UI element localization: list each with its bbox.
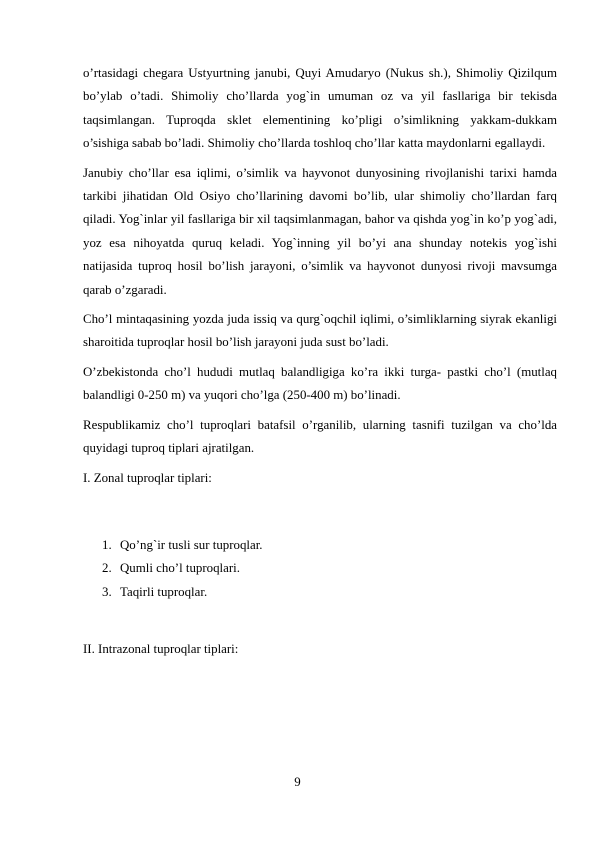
page-number: 9 bbox=[294, 775, 301, 789]
section-heading-intrazonal: II. Intrazonal tuproqlar tiplari: bbox=[83, 642, 239, 657]
list-item bbox=[83, 581, 557, 604]
paragraph-desert-climate: Cho’l mintaqasining yozda juda issiq va qurg`oqchil iqlimi, o’simliklarning siyrak ekanligi sharoitida tuproqlar hosil bo’lish jarayoni juda sust bo’ladi. bbox=[83, 312, 557, 350]
list-item-number: 2. bbox=[102, 561, 112, 576]
blank-space bbox=[83, 604, 557, 638]
list-item-text: Qumli cho’l tuproqlari. bbox=[120, 561, 240, 576]
list-item-text: Taqirli tuproqlar. bbox=[120, 584, 208, 599]
paragraph-desert-elevation: O’zbekistonda cho’l hududi mutlaq balandligiga ko’ra ikki turga- pastki cho’l (mutlaq balandligi 0-250 m) va yuqori cho’lga (250-400 m) bo’linadi. bbox=[83, 364, 557, 403]
paragraph-soil-classification: Respublikamiz cho’l tuproqlari batafsil o’rganilib, ularning tasnifi tuzilgan va cho’lda quyidagi tuproq tiplari ajratilgan. bbox=[83, 417, 557, 456]
page-content bbox=[83, 62, 557, 667]
list-item-number: 3. bbox=[102, 584, 112, 599]
paragraph-southern-deserts: Janubiy cho’llar esa iqlimi, o’simlik va hayvonot dunyosining rivojlanishi tarixi hamda tarkibi jihatidan Old Osiyo cho’llarining davomi bo’lib, ular shimoliy cho’llardan farq qiladi. Yog`inlar yil fasllariga bir xil taqsimlanmagan, bahor va qishda yog`in ko’p yog`adi, yoz esa nihoyatda quruq keladi. Yog`inning yil bo’yi ana shunday notekis yog`ishi natijasida tuproq hosil bo’lish jarayoni, o’simlik va hayvonot dunyosi rivoji mavsumga qarab o’zgaradi. bbox=[83, 165, 557, 297]
list-item-number: 1. bbox=[102, 537, 112, 552]
zonal-soil-list bbox=[83, 534, 557, 604]
paragraph-northern-deserts: o’rtasidagi chegara Ustyurtning janubi, Quyi Amudaryo (Nukus sh.), Shimoliy Qizilqum bo’ylab o’tadi. Shimoliy cho’llarda yog`in umuman oz va yil fasllariga bir tekisda taqsimlangan. Tuproqda sklet elementining ko’pligi o’simlikning yakkam-dukkam o’sishiga sabab bo’ladi. Shimoliy cho’llarda toshloq cho’llar katta maydonlarni egallaydi. bbox=[83, 66, 557, 151]
section-heading-zonal: I. Zonal tuproqlar tiplari: bbox=[83, 470, 212, 485]
list-item-text: Qo’ng`ir tusli sur tuproqlar. bbox=[120, 537, 263, 552]
blank-space bbox=[83, 496, 557, 534]
list-item bbox=[83, 557, 557, 580]
list-item bbox=[83, 534, 557, 557]
